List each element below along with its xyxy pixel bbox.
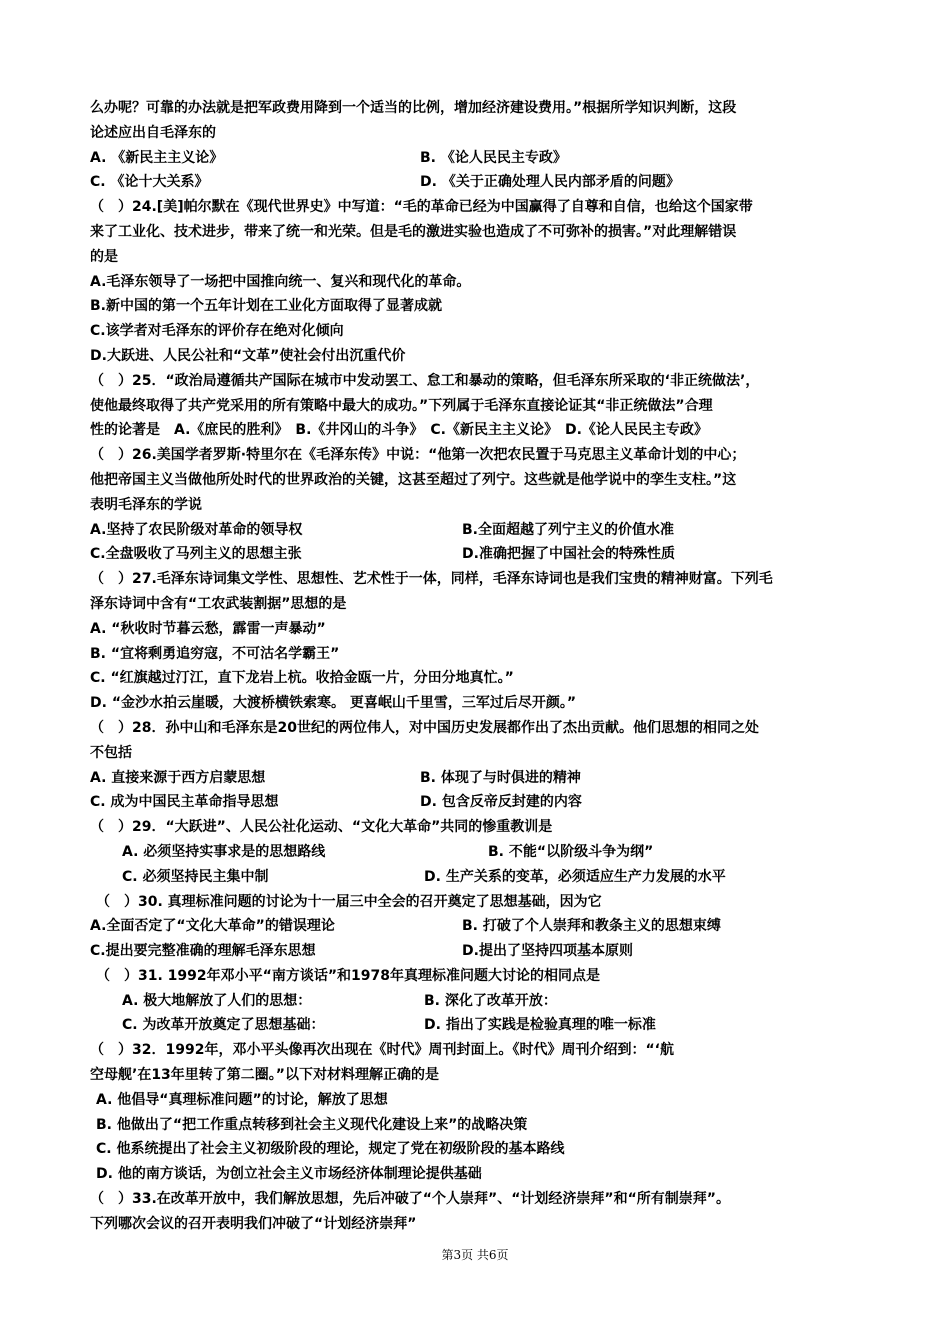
option-text: B. 不能“以阶级斗争为纲”	[488, 843, 654, 860]
option-text: B.全面超越了列宁主义的价值水准	[462, 521, 674, 538]
text-line: A. “秋收时节暮云愁，霹雷一声暴动”	[90, 620, 326, 637]
option-text: A. 直接来源于西方启蒙思想	[90, 769, 266, 786]
option-text: D.准确把握了中国社会的特殊性质	[462, 546, 675, 563]
text-line: B. “宜将剩勇追穷寇，不可沽名学霸王”	[90, 645, 340, 662]
option-row	[90, 790, 880, 815]
text-line: （ ）26.美国学者罗斯·特里尔在《毛泽东传》中说：“他第一次把农民置于马克思主义革命计划的中心；	[90, 447, 746, 464]
option-row	[90, 840, 880, 865]
option-text: B. 《论人民民主专政》	[420, 149, 567, 166]
option-text: B. 打破了个人崇拜和教条主义的思想束缚	[462, 918, 721, 935]
text-line: （ ）27.毛泽东诗词集文学性、思想性、艺术性于一体，同样，毛泽东诗词也是我们宝贵的精神财富。下列毛	[90, 571, 773, 588]
option-row	[90, 542, 880, 567]
text-line: （ ）25．“政治局遵循共产国际在城市中发动罢工、怠工和暴动的策略，但毛泽东所采取的‘非正统做法’，	[90, 372, 760, 389]
option-row	[90, 1013, 880, 1038]
text-line: C.该学者对毛泽东的评价存在绝对化倾向	[90, 323, 344, 340]
text-line: 空母舰’在13年里转了第二圈。”以下对材料理解正确的是	[90, 1067, 440, 1084]
option-text: D. 生产关系的变革，必须适应生产力发展的水平	[424, 868, 726, 885]
option-row	[90, 939, 880, 964]
option-row	[90, 914, 880, 939]
option-text: C.提出要完整准确的理解毛泽东思想	[90, 943, 316, 960]
option-text: D. 包含反帝反封建的内容	[420, 794, 582, 811]
option-text: A.坚持了农民阶级对革命的领导权	[90, 521, 303, 538]
option-row	[90, 146, 880, 171]
page-number: 第3页 共6页	[441, 1248, 509, 1262]
text-line: （ ）33.在改革开放中，我们解放思想，先后冲破了“个人崇拜”、“计划经济崇拜”和“所有制崇拜”。	[90, 1191, 731, 1208]
option-text: D. 《关于正确处理人民内部矛盾的问题》	[420, 174, 680, 191]
text-line: 的是	[90, 248, 118, 265]
text-line: B. 他做出了“把工作重点转移到社会主义现代化建设上来”的战略决策	[96, 1116, 528, 1133]
text-line: 使他最终取得了共产党采用的所有策略中最大的成功。”下列属于毛泽东直接论证其“非正统做法”合理	[90, 397, 713, 414]
option-row	[90, 170, 880, 195]
text-line: D.大跃进、人民公社和“文革”使社会付出沉重代价	[90, 347, 406, 364]
option-text: D.提出了坚持四项基本原则	[462, 943, 633, 960]
text-line: （ ）32．1992年，邓小平头像再次出现在《时代》周刊封面上。《时代》周刊介绍到：“‘航	[90, 1042, 674, 1059]
text-line: C. “红旗越过汀江，直下龙岩上杭。收拾金瓯一片，分田分地真忙。”	[90, 670, 514, 687]
option-text: A.全面否定了“文化大革命”的错误理论	[90, 918, 335, 935]
text-line: D. “金沙水拍云崖暖，大渡桥横铁索寒。 更喜岷山千里雪，三军过后尽开颜。”	[90, 695, 577, 712]
exam-page-content	[90, 96, 880, 1237]
text-line: 他把帝国主义当做他所处时代的世界政治的关键，这甚至超过了列宁。这些就是他学说中的孪生支柱。”这	[90, 471, 737, 488]
text-line: 不包括	[90, 744, 132, 761]
text-line: A.毛泽东领导了一场把中国推向统一、复兴和现代化的革命。	[90, 273, 471, 290]
text-line: C. 他系统提出了社会主义初级阶段的理论，规定了党在初级阶段的基本路线	[96, 1141, 565, 1158]
option-row	[90, 865, 880, 890]
option-text: A. 《新民主主义论》	[90, 149, 224, 166]
text-line: 表明毛泽东的学说	[90, 496, 202, 513]
option-text: B. 体现了与时俱进的精神	[420, 769, 581, 786]
text-line: D. 他的南方谈话，为创立社会主义市场经济体制理论提供基础	[96, 1166, 482, 1183]
option-text: C. 必须坚持民主集中制	[122, 868, 269, 885]
option-row	[90, 766, 880, 791]
text-line: 么办呢？可靠的办法就是把军政费用降到一个适当的比例，增加经济建设费用。”根据所学知识判断，这段	[90, 100, 737, 116]
text-line: 论述应出自毛泽东的	[90, 124, 216, 141]
option-row	[90, 989, 880, 1014]
text-line: A. 他倡导“真理标准问题”的讨论，解放了思想	[96, 1091, 388, 1108]
text-line: （ ）31. 1992年邓小平“南方谈话”和1978年真理标准问题大讨论的相同点是	[96, 967, 601, 984]
option-row	[90, 518, 880, 543]
option-text: A. 必须坚持实事求是的思想路线	[122, 843, 326, 860]
text-line: 泽东诗词中含有“工农武装割据”思想的是	[90, 595, 347, 612]
option-text: D. 指出了实践是检验真理的唯一标准	[424, 1017, 656, 1034]
text-line: （ ）24.[美]帕尔默在《现代世界史》中写道：“毛的革命已经为中国赢得了自尊和自信，也给这个国家带	[90, 199, 753, 216]
text-line: （ ）28．孙中山和毛泽东是20世纪的两位伟人，对中国历史发展都作出了杰出贡献。他们思想的相同之处	[90, 719, 759, 736]
text-line: （ ）30. 真理标准问题的讨论为十一届三中全会的召开奠定了思想基础，因为它	[96, 893, 602, 910]
option-text: C. 成为中国民主革命指导思想	[90, 794, 279, 811]
text-line: 下列哪次会议的召开表明我们冲破了“计划经济崇拜”	[90, 1215, 417, 1232]
text-line: 性的论著是 A.《庶民的胜利》 B.《井冈山的斗争》 C.《新民主主义论》 D.《论人民民主专政》	[90, 422, 708, 439]
option-text: C.全盘吸收了马列主义的思想主张	[90, 546, 302, 563]
text-line: B.新中国的第一个五年计划在工业化方面取得了显著成就	[90, 298, 442, 315]
text-line: 来了工业化、技术进步，带来了统一和光荣。但是毛的激进实验也造成了不可弥补的损害。”对此理解错误	[90, 223, 737, 240]
option-text: B. 深化了改革开放：	[424, 992, 557, 1009]
option-text: A. 极大地解放了人们的思想：	[122, 992, 312, 1009]
text-line: （ ）29．“大跃进”、人民公社化运动、“文化大革命”共同的惨重教训是	[90, 819, 553, 836]
option-text: C. 为改革开放奠定了思想基础：	[122, 1017, 325, 1034]
option-text: C. 《论十大关系》	[90, 174, 209, 191]
